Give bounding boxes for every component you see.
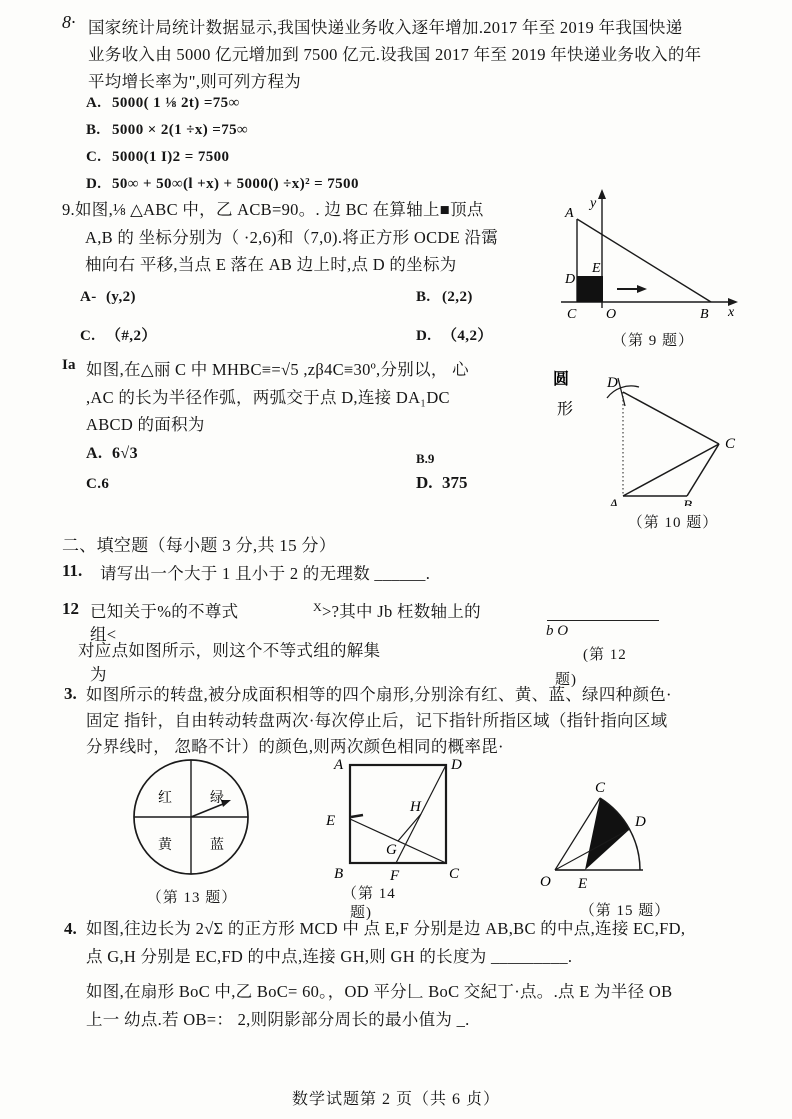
shaded-region — [585, 798, 630, 870]
figure-q15-caption: （第 15 题） — [579, 903, 671, 919]
q10-option-b-label: B. — [416, 451, 428, 466]
figure-q15-svg — [530, 762, 725, 894]
q14-line-2: 点 G,H 分别是 EC,FD 的中点,连接 GH,则 GH 的长度为 _________. — [86, 947, 573, 966]
q14-number: 4. — [64, 919, 77, 938]
q9-option-c-text: （#,2） — [106, 328, 157, 344]
q10-option-a-label: A. — [86, 445, 103, 462]
sector-yellow: 黄 — [158, 838, 172, 853]
figure-q13-svg — [127, 757, 257, 879]
figure-q12-axis-label: b O — [546, 623, 569, 639]
label-C: C — [567, 307, 577, 322]
q13-line-2: 固定 指针，自由转动转盘两次·每次停止后，记下指针所指区域（指针指向区域 — [86, 711, 668, 730]
figure-q14-caption-1: （第 14 — [342, 886, 396, 902]
figure-q9 — [545, 186, 750, 350]
label-C: C — [725, 436, 736, 452]
label-A: A — [609, 497, 619, 506]
label-D: D — [565, 272, 576, 287]
q13-line-3: 分界线时， 忽略不计）的颜色,则两次颜色相同的概率毘· — [86, 737, 504, 756]
q12-line-1b — [313, 598, 481, 622]
q12-line-2: 组< — [90, 625, 117, 644]
label-E: E — [592, 261, 601, 276]
q9-option-a-label: A- — [80, 289, 97, 305]
label-E: E — [578, 876, 588, 892]
page-footer: 数学试题第 2 页（共 6 贞） — [291, 1091, 500, 1108]
side-text-top: 圆 — [553, 371, 570, 388]
q8-option-d-label: D. — [86, 176, 102, 192]
q10-option-d — [416, 473, 468, 493]
q10-line-2: ,AC 的长为半径作弧，两弧交于点 D,连接 DA₁DC — [86, 388, 450, 407]
q8-option-a — [86, 95, 240, 112]
q9-option-d-text: （4,2） — [442, 328, 493, 344]
q9-option-c — [80, 324, 157, 345]
q9-option-a-text: (y,2) — [106, 289, 136, 305]
q8-option-c-label: C. — [86, 149, 102, 165]
sector-green: 绿 — [210, 791, 224, 806]
sector-blue: 蓝 — [210, 838, 224, 853]
segment-dc — [623, 392, 719, 444]
figure-q12-caption-1: (第 12 — [583, 647, 627, 663]
q10-number: Ia — [62, 357, 76, 373]
label-H: H — [410, 799, 421, 815]
figure-q10-svg — [545, 360, 755, 506]
q10-option-a-text: 6√3 — [112, 445, 138, 462]
q9-line-1: 9.如图,⅛ △ABC 中，乙 ACB=90。. 边 BC 在算轴上■顶点 — [62, 200, 484, 219]
q10-option-c — [86, 476, 109, 493]
figure-q14-svg — [322, 753, 474, 881]
q9-option-b-label: B. — [416, 289, 431, 305]
figure-q12-number-line — [547, 620, 659, 621]
q12-line-3: 对应点如图所示，则这个不等式组的解集 — [78, 641, 381, 660]
q8-option-b-text: 5000 × 2(1 ÷x) =75∞ — [112, 122, 249, 138]
q8-option-a-text: 5000( 1 ⅛ 2t) =75∞ — [112, 95, 240, 111]
q10-option-b — [416, 451, 434, 467]
q12-line-1b-text: >?其中 Jb 枉数轴上的 — [321, 602, 481, 621]
q8-option-b-label: B. — [86, 122, 101, 138]
square-ocde — [577, 276, 603, 302]
label-G: G — [386, 842, 397, 858]
square-abcd — [350, 765, 446, 863]
q8-option-d-text: 50∞ + 50∞(l +x) + 5000() ÷x)² = 7500 — [112, 176, 359, 192]
q10-option-c-label: C. — [86, 476, 102, 492]
label-C: C — [449, 866, 460, 881]
tick-at-e — [351, 815, 363, 817]
q8-option-d — [86, 176, 359, 193]
figure-q15 — [530, 762, 725, 920]
figure-q13 — [127, 757, 257, 907]
q8-line-1: 国家统计局统计数据显示,我国快递业务收入逐年增加.2017 年至 2019 年我国快递 — [88, 18, 683, 37]
segment-ac — [623, 444, 719, 496]
side-text-bottom: 形 — [557, 401, 574, 418]
figure-q10 — [545, 360, 755, 532]
label-A: A — [334, 757, 344, 773]
q9-option-d — [416, 324, 493, 345]
label-D: D — [451, 757, 462, 773]
q10-option-b-text: 9 — [427, 451, 435, 466]
q10-line-3: ABCD 的面积为 — [86, 415, 205, 434]
label-E: E — [326, 813, 336, 829]
q11-number: 11. — [62, 561, 83, 580]
q9-option-d-label: D. — [416, 328, 432, 344]
label-F: F — [390, 868, 400, 881]
q11-text: 请写出一个大于 1 且小于 2 的无理数 ______. — [100, 564, 431, 583]
label-O: O — [606, 307, 617, 322]
figure-q14-caption-2: 题) — [350, 905, 372, 921]
q9-option-b-text: (2,2) — [442, 289, 473, 305]
q13-line-1: 如图所示的转盘,被分成面积相等的四个扇形,分别涂有红、黄、蓝、绿四种颜色· — [86, 685, 672, 704]
label-B: B — [683, 498, 693, 506]
label-A: A — [565, 206, 574, 221]
q15-line-1: 如图,在扇形 BoC 中,乙 BoC= 60。，OD 平分𠃊 BoC 交紀丁·点。.点 E 为半径 OB — [86, 982, 673, 1001]
q12-number: 12 — [62, 599, 79, 618]
q8-option-a-label: A. — [86, 95, 102, 111]
q9-line-2: A,B 的 坐标分别为（ ·2,6)和（7,0).将正方形 OCDE 沿霭 — [85, 228, 499, 247]
label-y: y — [590, 196, 597, 211]
q10-option-c-text: 6 — [101, 476, 110, 492]
q10-option-a — [86, 445, 138, 463]
label-B: B — [700, 307, 709, 322]
q8-line-3: 平均增长率为",则可列方程为 — [88, 72, 302, 91]
figure-q13-caption: （第 13 题） — [146, 890, 238, 906]
q8-line-2: 业务收入由 5000 亿元增加到 7500 亿元.设我国 2017 年至 2019 年快递业务收入的年 — [88, 45, 702, 64]
figure-q10-caption: （第 10 题） — [627, 515, 719, 531]
q12-line-4: 为 — [90, 665, 107, 684]
q15-line-2: 上一 幼点.若 OB=： 2,则阴影部分周长的最小值为 _. — [86, 1010, 470, 1029]
label-x: x — [728, 305, 735, 320]
segment-bc — [687, 444, 719, 496]
q8-option-c — [86, 149, 229, 166]
y-axis-arrow-icon — [598, 189, 606, 199]
label-C: C — [594, 780, 606, 796]
translate-arrow-head-icon — [637, 285, 647, 293]
q8-option-c-text: 5000(1 I)2 = 7500 — [112, 149, 230, 165]
q9-option-a — [80, 289, 136, 306]
section-2-header: 二、填空题（每小题 3 分,共 15 分） — [62, 536, 337, 555]
label-D: D — [607, 375, 618, 391]
label-D: D — [635, 814, 646, 830]
figure-q14 — [322, 753, 474, 886]
q12-line-1a: 已知关于%的不尊式 — [90, 602, 239, 621]
figure-q9-caption: （第 9 题） — [611, 333, 694, 349]
q12-sup-x: X — [313, 600, 322, 614]
q10-option-d-label: D. — [416, 473, 433, 492]
q9-option-c-label: C. — [80, 328, 96, 344]
q8-number: 8· — [62, 12, 76, 32]
q9-line-3: 柚向右 平移,当点 E 落在 AB 边上时,点 D 的坐标为 — [85, 255, 457, 274]
q14-line-1: 如图,往边长为 2√Σ 的正方形 MCD 中 点 E,F 分别是边 AB,BC 的中点,连接 EC,FD, — [86, 919, 686, 938]
q10-line-1: 如图,在△丽 C 中 MHBC≡=√5 ,zβ4C≡30º,分别以， 心 — [86, 360, 469, 379]
figure-q12-caption-2: 题) — [555, 672, 577, 688]
q10-option-d-text: 375 — [442, 473, 468, 492]
label-O: O — [540, 874, 551, 890]
figure-q9-svg — [545, 186, 745, 324]
q8-option-b — [86, 122, 248, 139]
q9-option-b — [416, 289, 473, 306]
sector-red: 红 — [158, 791, 172, 806]
label-B: B — [334, 866, 344, 881]
q13-number: 3. — [64, 684, 77, 703]
